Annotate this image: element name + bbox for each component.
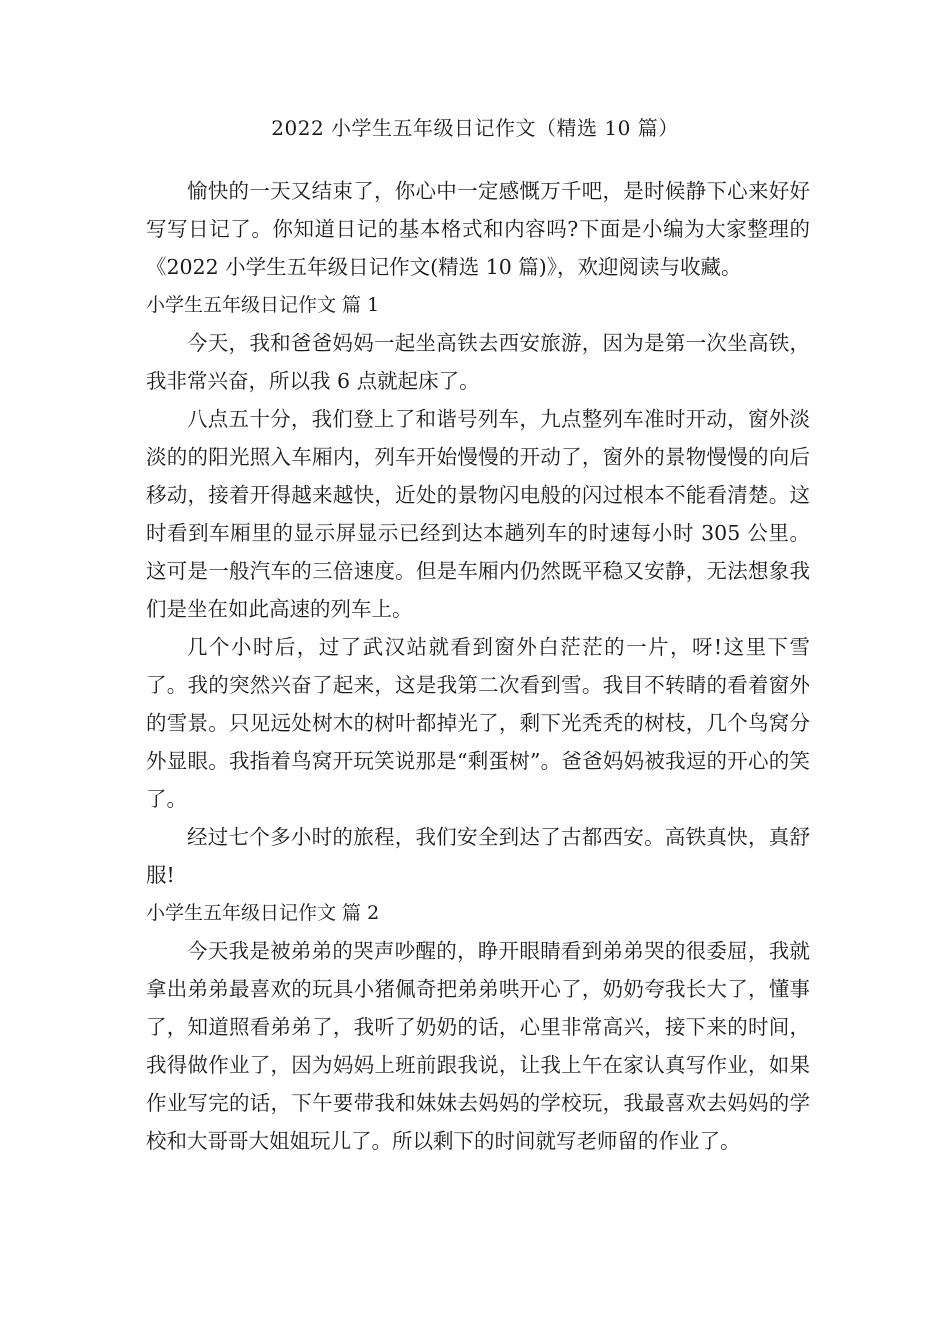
- paragraph: 八点五十分，我们登上了和谐号列车，九点整列车准时开动，窗外淡淡的的阳光照入车厢内，列车开始慢慢的开动了，窗外的景物慢慢的向后移动，接着开得越来越快，近处的景物闪电般的闪过根本不能看清楚。这时看到车厢里的显示屏显示已经到达本趟列车的时速每小时 305 公里。这可是一般汽车的三倍速度。但是车厢内仍然既平稳又安静，无法想象我们是坐在如此高速的列车上。: [146, 407, 810, 621]
- paragraph: 今天，我和爸爸妈妈一起坐高铁去西安旅游，因为是第一次坐高铁，我非常兴奋，所以我 6 点就起床了。: [146, 331, 810, 393]
- paragraph: 今天我是被弟弟的哭声吵醒的，睁开眼睛看到弟弟哭的很委屈，我就拿出弟弟最喜欢的玩具小猪佩奇把弟弟哄开心了，奶奶夸我长大了，懂事了，知道照看弟弟了，我听了奶奶的话，心里非常高兴，接下来的时间，我得做作业了，因为妈妈上班前跟我说，让我上午在家认真写作业，如果作业写完的话，下午要带我和妹妹去妈妈的学校玩，我最喜欢去妈妈的学校和大哥哥大姐姐玩儿了。所以剩下的时间就写老师留的作业了。: [146, 939, 810, 1153]
- document-body: [146, 172, 810, 1160]
- section-heading: 小学生五年级日记作文 篇 2: [146, 902, 380, 924]
- paragraph: 经过七个多小时的旅程，我们安全到达了古都西安。高铁真快，真舒服!: [146, 825, 810, 887]
- paragraph: 几个小时后，过了武汉站就看到窗外白茫茫的一片，呀!这里下雪了。我的突然兴奋了起来，这是我第二次看到雪。我目不转睛的看着窗外的雪景。只见远处树木的树叶都掉光了，剩下光秃秃的树枝，几个鸟窝分外显眼。我指着鸟窝开玩笑说那是“剩蛋树”。爸爸妈妈被我逗的开心的笑了。: [146, 635, 810, 811]
- intro-paragraph: 愉快的一天又结束了，你心中一定感慨万千吧，是时候静下心来好好写写日记了。你知道日记的基本格式和内容吗?下面是小编为大家整理的《2022 小学生五年级日记作文(精选 10 篇)》，欢迎阅读与收藏。: [146, 179, 810, 279]
- section-heading: 小学生五年级日记作文 篇 1: [146, 294, 380, 316]
- document-title: 2022 小学生五年级日记作文（精选 10 篇）: [271, 116, 679, 140]
